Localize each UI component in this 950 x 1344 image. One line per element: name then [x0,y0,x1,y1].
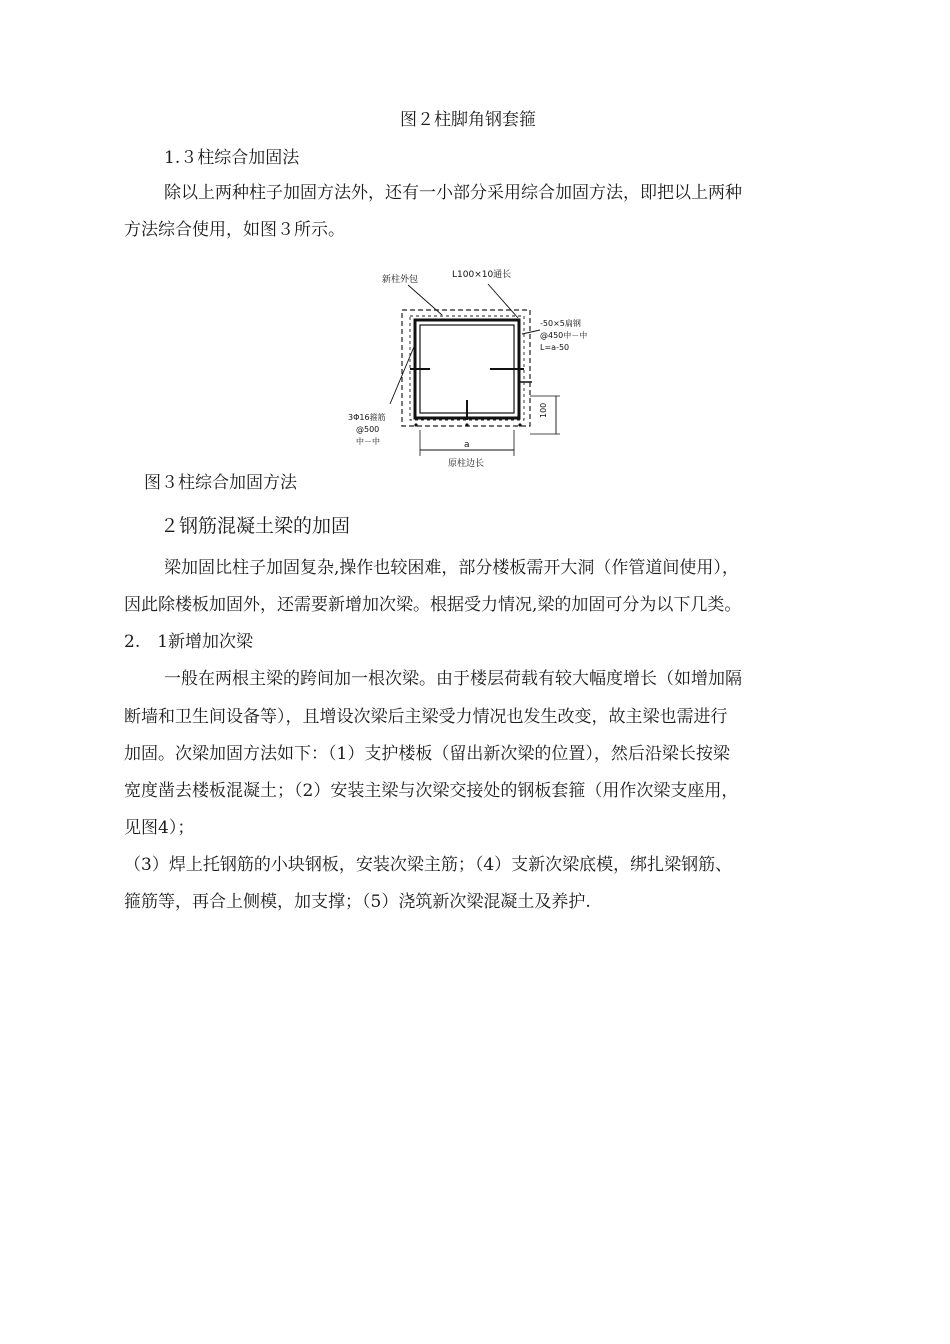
paragraph-line: 一般在两根主梁的跨间加一根次梁。由于楼层荷载有较大幅度增长（如增加隔 [164,669,742,689]
label-new-column-encasement: 新柱外包 [382,275,419,285]
section-2-1-heading: 2. 1新增加次梁 [124,632,254,652]
label-rebar-spacing: @500 [356,425,380,434]
label-dimension-100: 100 [539,402,548,418]
label-dimension-a: a [464,440,470,450]
leader-line [522,330,540,334]
leader-line [488,284,518,318]
leader-line [390,342,416,404]
paragraph-line: 加固。次梁加固方法如下：（1）支护楼板（留出新次梁的位置），然后沿梁长按梁 [124,744,730,764]
label-angle-steel: L100×10通长 [452,270,512,280]
label-rebar: 3Φ16箍筋 [348,413,386,422]
paragraph-line: 箍筋等，再合上侧模，加支撑；（5）浇筑新次梁混凝土及养护. [124,892,591,912]
label-original-side-length: 原柱边长 [448,459,485,469]
rebar-dot [465,423,468,426]
figure-3-caption: 图３柱综合加固方法 [144,473,297,493]
paragraph-line: 梁加固比柱子加固复杂,操作也较困难，部分楼板需开大洞（作管道间使用）， [164,558,739,578]
section-2-heading: ２钢筋混凝土梁的加固 [160,515,351,537]
paragraph-line: 断墙和卫生间设备等），且增设次梁后主梁受力情况也发生改变，故主梁也需进行 [124,707,728,727]
section-1-3-heading: 1.３柱综合加固法 [164,148,300,168]
paragraph-line: 见图4）； [124,818,195,838]
label-flat-steel-length: L=a-50 [540,343,570,352]
label-flat-steel: -50×5扁钢 [540,319,581,328]
rebar-dot [414,423,417,426]
label-rebar-center: 中－中 [356,437,380,446]
label-flat-steel-spacing: @450中－中 [540,331,588,340]
paragraph-line: 方法综合使用，如图３所示。 [124,220,345,240]
paragraph-line: 因此除楼板加固外，还需要新增加次梁。根据受力情况,梁的加固可分为以下几类。 [124,595,742,615]
paragraph-line: 除以上两种柱子加固方法外，还有一小部分采用综合加固方法，即把以上两种 [164,183,742,203]
paragraph-line: （3）焊上托钢筋的小块钢板，安装次梁主筋；（4）支新次梁底模，绑扎梁钢筋、 [124,855,733,875]
figure-2-caption: 图２柱脚角钢套箍 [400,110,536,130]
paragraph-line: 宽度凿去楼板混凝土；（2）安装主梁与次梁交接处的钢板套箍（用作次梁支座用， [124,781,739,801]
rebar-dot [518,423,521,426]
figure-3-drawing [330,262,600,472]
